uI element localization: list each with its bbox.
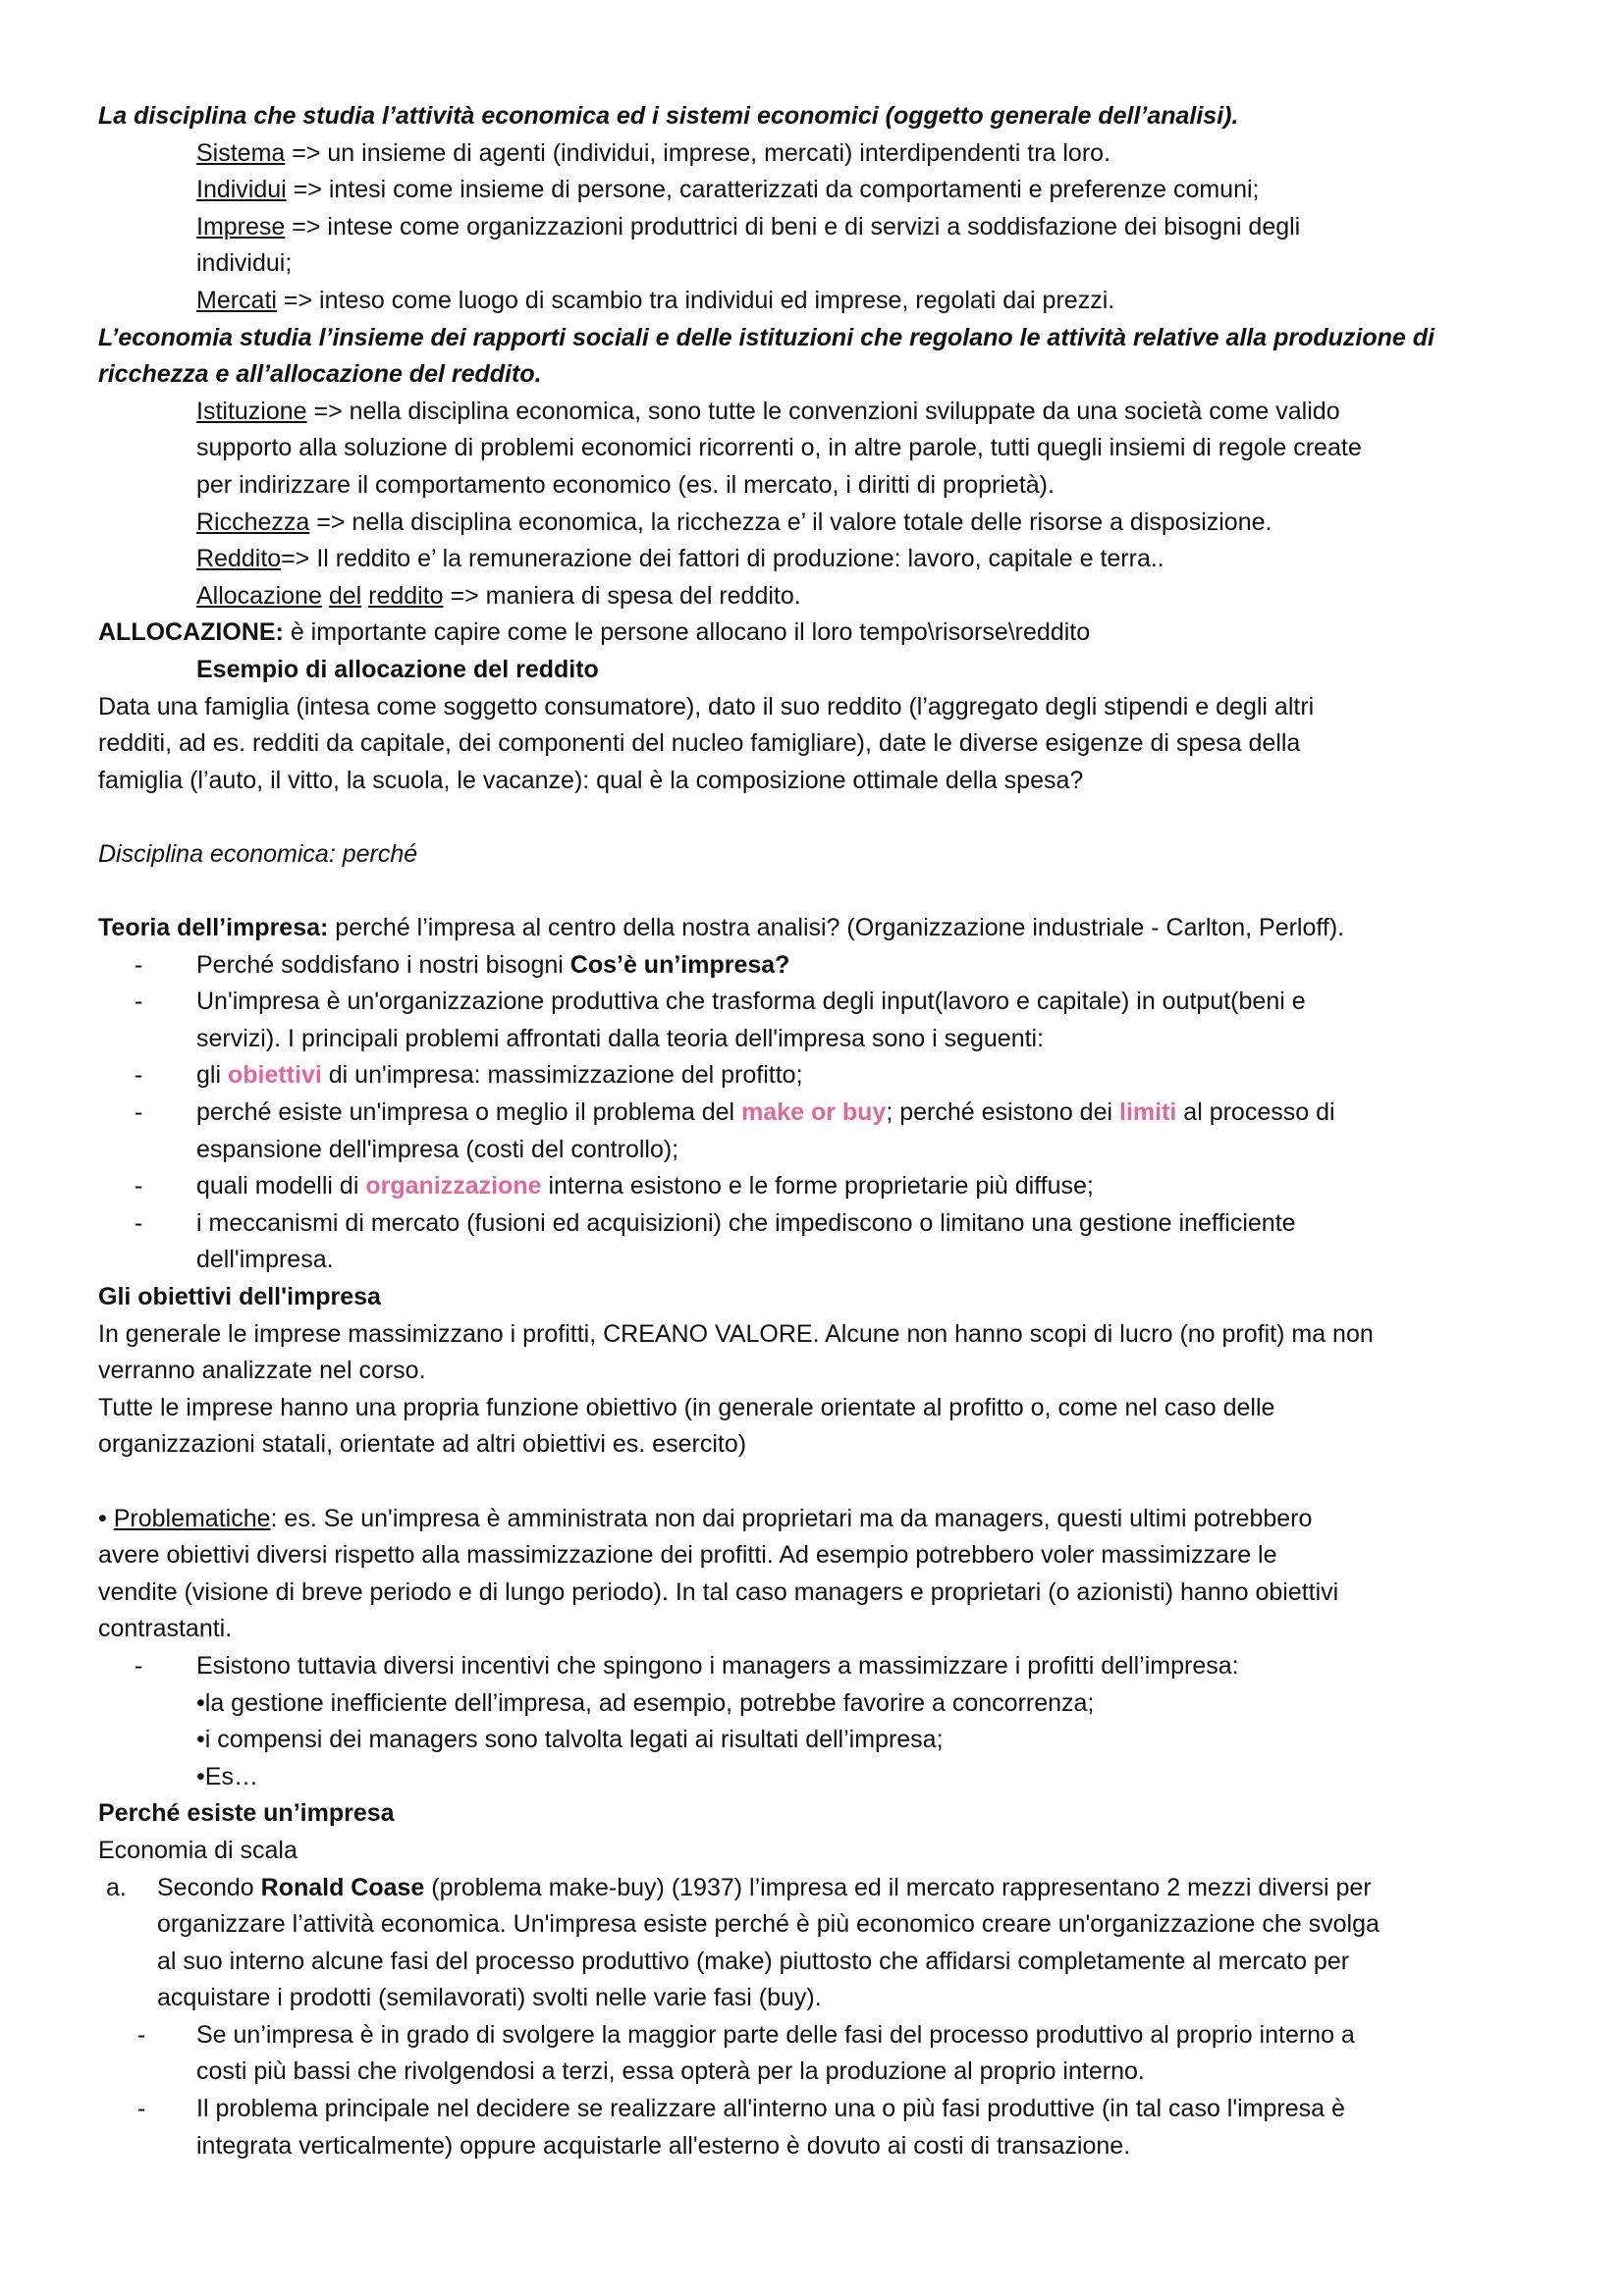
def-sistema: => un insieme di agenti (individui, imprese, mercati) interdipendenti tra loro. [285, 138, 1111, 167]
definition-ricchezza [98, 505, 1545, 542]
teoria-text: perché l’impresa al centro della nostra analisi? (Organizzazione industriale - Carlton, Perloff). [328, 914, 1345, 942]
dash-marker: - [135, 1651, 143, 1680]
obiettivi-line2: verranno analizzate nel corso. [98, 1357, 426, 1385]
dash-marker: - [135, 1098, 143, 1127]
def-individui: => intesi come insieme di persone, caratterizzati da comportamenti e preferenze comuni; [286, 176, 1260, 204]
numbered-item-a [98, 1870, 1545, 2017]
esempio-line2: redditi, ad es. redditi da capitale, dei componenti del nucleo famigliare), date le diverse esigenze di spesa della [98, 729, 1301, 758]
problematiche-line3: vendite (visione di breve periodo e di lungo periodo). In tal caso managers e proprietari (o azionisti) hanno obiettivi [98, 1577, 1339, 1606]
item-text: (problema make-buy) (1937) l’impresa ed il mercato rappresentano 2 mezzi diversi per [424, 1873, 1372, 1901]
term-sistema: Sistema [196, 138, 286, 167]
def-istituzione-line1: => nella disciplina economica, sono tutte le convenzioni sviluppate da una società come valido [306, 397, 1340, 425]
spacer [98, 873, 1545, 910]
esempio-line1: Data una famiglia (intesa come soggetto consumatore), dato il suo reddito (l’aggregato degli stipendi e degli altri [98, 692, 1315, 721]
item-text: Perché soddisfano i nostri bisogni [196, 950, 570, 979]
list-item [98, 1057, 1545, 1095]
dash-marker: - [135, 950, 143, 979]
def-imprese-line1: => intese come organizzazioni produttrici di beni e di servizi a soddisfazione dei bisogni degli [285, 212, 1301, 240]
sub-bullet-item [98, 1722, 1545, 1759]
list-item [98, 2091, 1545, 2164]
item-text: interna esistono e le forme proprietarie più diffuse; [541, 1172, 1094, 1201]
definition-heading-1: La disciplina che studia l’attività economica ed i sistemi economici (oggetto generale dell’analisi). [98, 102, 1239, 130]
dash-marker: - [137, 2020, 146, 2049]
problematiche-line4: contrastanti. [98, 1615, 233, 1643]
definition-reddito [98, 541, 1545, 578]
highlight-organizzazione: organizzazione [365, 1172, 542, 1201]
item-line1: Il problema principale nel decidere se realizzare all'interno una o più fasi produttive (in tal caso l'impresa è [196, 2095, 1345, 2123]
dash-marker: - [137, 2095, 146, 2123]
term-ricchezza: Ricchezza [196, 507, 310, 536]
letter-marker: a. [106, 1873, 127, 1901]
term-mercati: Mercati [196, 286, 277, 314]
bullet-marker: • [196, 1726, 205, 1754]
item-line1: Se un’impresa è in grado di svolgere la maggior parte delle fasi del processo produttivo al proprio interno a [196, 2020, 1355, 2049]
item-text: Esistono tuttavia diversi incentivi che spingono i managers a massimizzare i profitti dell’impresa: [196, 1651, 1239, 1680]
item-text: al processo di [1176, 1098, 1335, 1127]
item-line2: integrata verticalmente) oppure acquistarle all'esterno è dovuto ai costi di transazione. [196, 2131, 1131, 2160]
definition-imprese [98, 209, 1545, 283]
problematiche-paragraph [98, 1501, 1545, 1648]
obiettivi-heading: Gli obiettivi dell'impresa [98, 1283, 381, 1310]
list-item [98, 1168, 1545, 1205]
perche-heading: Disciplina economica: perché [98, 839, 418, 868]
item-text: di un'impresa: massimizzazione del profitto; [321, 1061, 803, 1090]
item-text: Es… [204, 1762, 258, 1790]
def-ricchezza: => nella disciplina economica, la ricchezza e’ il valore totale delle risorse a disposizione. [309, 507, 1272, 536]
heading-2-line1: L’economia studia l’insieme dei rapporti sociali e delle istituzioni che regolano le attività relative alla produzione di [98, 323, 1435, 351]
problematiche-line2: avere obiettivi diversi rispetto alla massimizzazione dei profitti. Ad esempio potrebbero voler massimizzare le [98, 1541, 1277, 1570]
definition-individui [98, 172, 1545, 209]
sub-bullet-item [98, 1759, 1545, 1796]
highlight-limiti: limiti [1119, 1098, 1177, 1127]
sub-bullet-item [98, 1685, 1545, 1723]
highlight-make-or-buy: make or buy [741, 1098, 887, 1127]
definition-heading-2 [98, 320, 1545, 394]
heading-2-line2: ricchezza e all’allocazione del reddito. [98, 360, 542, 389]
item-line2: dell'impresa. [196, 1246, 334, 1274]
bullet-marker: • [98, 1504, 107, 1532]
term-imprese: Imprese [196, 212, 286, 240]
definition-mercati [98, 283, 1545, 320]
term-reddito-2: reddito [368, 581, 444, 610]
item-text: ; perché esistono dei [886, 1098, 1119, 1127]
definition-istituzione [98, 394, 1545, 505]
term-problematiche: Problematiche [113, 1504, 271, 1532]
highlight-obiettivi: obiettivi [227, 1061, 322, 1090]
definition-sistema [98, 135, 1545, 173]
spacer [98, 1464, 1545, 1501]
item-text: gli [196, 1061, 228, 1090]
def-istituzione-line3: per indirizzare il comportamento economico (es. il mercato, i diritti di proprietà). [196, 470, 1055, 499]
item-text: Secondo [157, 1873, 261, 1901]
list-item [98, 2017, 1545, 2091]
item-line2: organizzare l’attività economica. Un'impresa esiste perché è più economico creare un'organizzazione che svolga [157, 1910, 1380, 1939]
teoria-paragraph [98, 910, 1545, 947]
list-item [98, 947, 1545, 985]
item-bold: Cos’è un’impresa? [569, 950, 790, 979]
item-line2: costi più bassi che rivolgendosi a terzi, essa opterà per la produzione al proprio interno. [196, 2057, 1145, 2086]
list-item [98, 1205, 1545, 1279]
item-text: i compensi dei managers sono talvolta legati ai risultati dell’impresa; [204, 1726, 944, 1754]
item-line3: al suo interno alcune fasi del processo produttivo (make) piuttosto che affidarsi completamente al mercato per [157, 1947, 1350, 1975]
item-bold: Ronald Coase [260, 1873, 425, 1901]
allocazione-text: è importante capire come le persone allocano il loro tempo\risorse\reddito [283, 618, 1091, 647]
esempio-line3: famiglia (l’auto, il vitto, la scuola, le vacanze): qual è la composizione ottimale della spesa? [98, 766, 1084, 794]
term-istituzione: Istituzione [196, 397, 307, 425]
dash-marker: - [135, 1208, 143, 1237]
economia-scala: Economia di scala [98, 1836, 298, 1864]
item-line2: espansione dell'impresa (costi del controllo); [196, 1135, 679, 1163]
esempio-heading: Esempio di allocazione del reddito [196, 655, 599, 683]
list-item [98, 1648, 1545, 1685]
obiettivi-line1: In generale le imprese massimizzano i profitti, CREANO VALORE. Alcune non hanno scopi di lucro (no profit) ma non [98, 1319, 1374, 1348]
perche-esiste-heading: Perché esiste un’impresa [98, 1799, 395, 1828]
def-istituzione-line2: supporto alla soluzione di problemi economici ricorrenti o, in altre parole, tutti quegli insiemi di regole create [196, 434, 1362, 462]
definition-allocazione-reddito [98, 578, 1545, 615]
esempio-paragraph [98, 689, 1545, 800]
dash-marker: - [135, 1172, 143, 1201]
term-reddito: Reddito [196, 545, 282, 573]
dash-marker: - [135, 988, 143, 1016]
def-imprese-line2: individui; [196, 249, 293, 278]
term-allocazione: Allocazione [196, 581, 322, 610]
item-text: perché esiste un'impresa o meglio il problema del [196, 1098, 742, 1127]
def-mercati: => inteso come luogo di scambio tra individui ed imprese, regolati dai prezzi. [276, 286, 1115, 314]
def-reddito: => Il reddito e’ la remunerazione dei fattori di produzione: lavoro, capitale e terra.. [281, 545, 1164, 573]
problematiche-line1: : es. Se un'impresa è amministrata non dai proprietari ma da managers, questi ultimi potrebbero [270, 1504, 1313, 1532]
item-line2: servizi). I principali problemi affrontati dalla teoria dell'impresa sono i seguenti: [196, 1024, 1045, 1052]
allocazione-paragraph [98, 614, 1545, 652]
item-text: la gestione inefficiente dell’impresa, ad esempio, potrebbe favorire a concorrenza; [204, 1688, 1095, 1717]
item-line1: Un'impresa è un'organizzazione produttiva che trasforma degli input(lavoro e capitale) in output(beni e [196, 988, 1306, 1016]
obiettivi-line3: Tutte le imprese hanno una propria funzione obiettivo (in generale orientate al profitto o, come nel caso delle [98, 1393, 1275, 1421]
list-item [98, 984, 1545, 1057]
item-line1: i meccanismi di mercato (fusioni ed acquisizioni) che impediscono o limitano una gestione inefficiente [196, 1208, 1296, 1237]
spacer [98, 799, 1545, 836]
item-text: quali modelli di [196, 1172, 366, 1201]
term-del: del [328, 581, 362, 610]
obiettivi-line4: organizzazioni statali, orientate ad altri obiettivi es. esercito) [98, 1430, 747, 1459]
term-individui: Individui [196, 176, 287, 204]
bullet-marker: • [196, 1762, 205, 1790]
def-allocazione: => maniera di spesa del reddito. [443, 581, 801, 610]
allocazione-label: ALLOCAZIONE: [98, 618, 284, 647]
bullet-marker: • [196, 1688, 205, 1717]
obiettivi-paragraph [98, 1316, 1545, 1464]
teoria-label: Teoria dell’impresa: [98, 914, 329, 942]
dash-marker: - [135, 1061, 143, 1090]
list-item [98, 1095, 1545, 1168]
item-line4: acquistare i prodotti (semilavorati) svolti nelle varie fasi (buy). [157, 1984, 822, 2012]
